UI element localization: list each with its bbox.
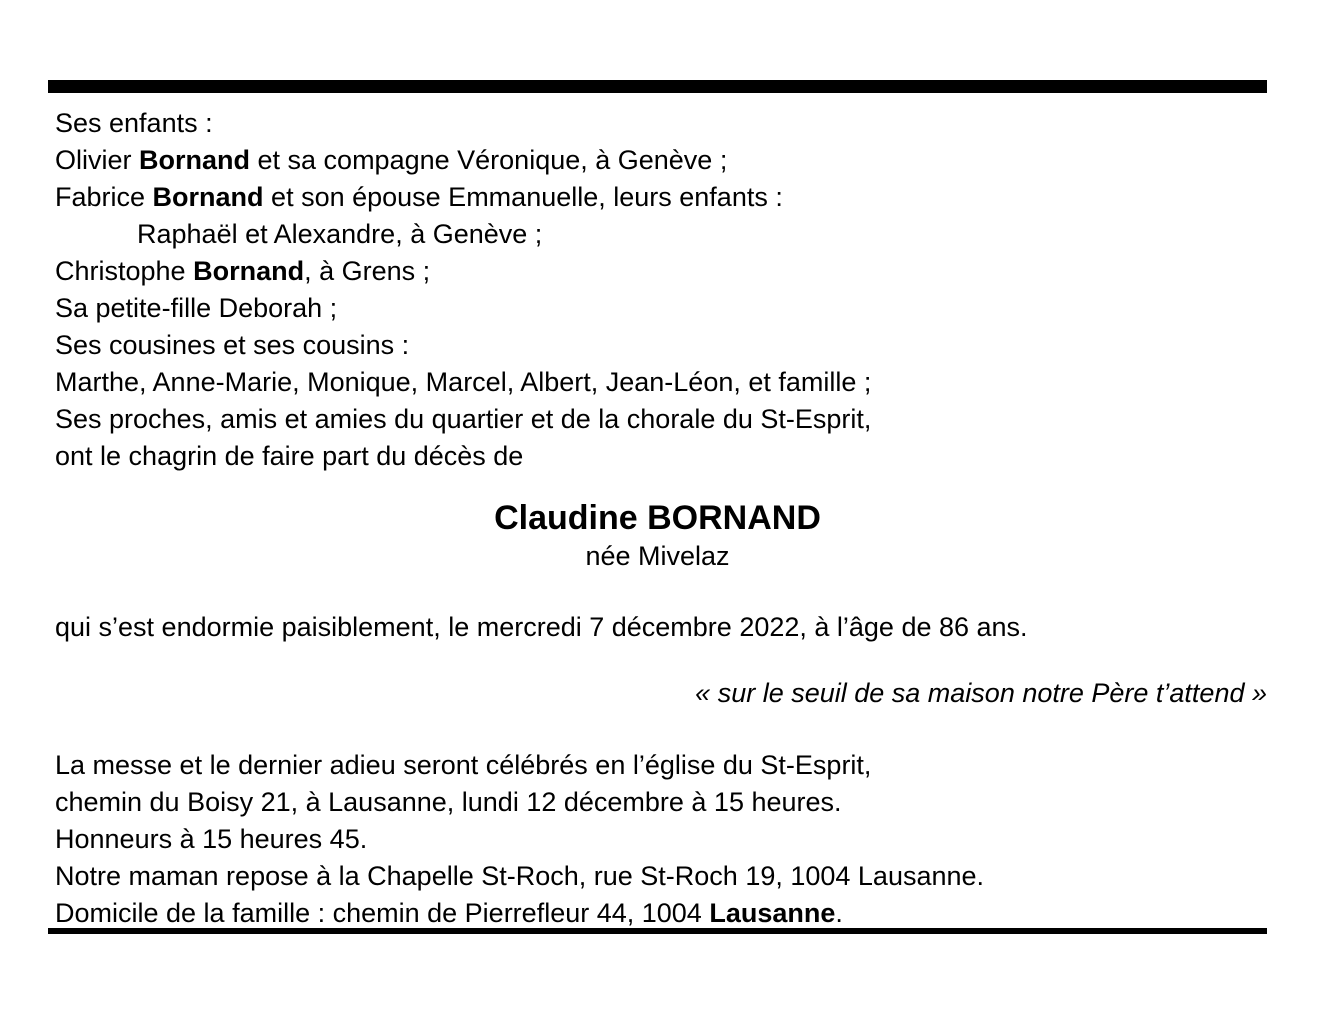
text-segment: ont le chagrin de faire part du décès de [55,441,524,471]
text-segment: Marthe, Anne-Marie, Monique, Marcel, Albert, Jean-Léon, et famille ; [55,367,872,397]
text-segment: . [835,898,843,928]
text-line [55,858,984,895]
emphasized-name: Lausanne [709,898,836,928]
family-announcement [55,105,871,475]
deceased-name-block [48,498,1267,575]
text-segment: Domicile de la famille : chemin de Pierrefleur 44, 1004 [55,898,710,928]
text-segment: Olivier [55,145,140,175]
text-line [55,179,871,216]
top-rule [48,80,1267,93]
emphasized-name: Bornand [139,145,251,175]
memorial-quote: « sur le seuil de sa maison notre Père t’attend » [695,678,1267,708]
funeral-details [55,747,984,932]
text-segment: Notre maman repose à la Chapelle St-Roch, rue St-Roch 19, 1004 Lausanne. [55,861,985,891]
text-segment: La messe et le dernier adieu seront célébrés en l’église du St-Esprit, [55,750,872,780]
text-segment: Christophe [55,256,194,286]
text-line [55,216,871,253]
text-line [55,327,871,364]
text-segment: Ses enfants : [55,108,213,138]
text-line [55,784,984,821]
text-segment: chemin du Boisy 21, à Lausanne, lundi 12 décembre à 15 heures. [55,787,842,817]
text-segment: Ses proches, amis et amies du quartier et de la chorale du St-Esprit, [55,404,872,434]
text-line [55,253,871,290]
emphasized-name: Bornand [193,256,305,286]
text-line [55,895,984,932]
text-line [55,821,984,858]
bottom-rule [48,928,1267,934]
text-segment: Ses cousines et ses cousins : [55,330,410,360]
maiden-name: née Mivelaz [585,541,730,571]
text-line [55,401,871,438]
text-line [55,747,984,784]
text-line [55,438,871,475]
text-line [55,142,871,179]
text-segment: et son épouse Emmanuelle, leurs enfants : [263,182,783,212]
text-segment: Honneurs à 15 heures 45. [55,824,368,854]
text-line [55,364,871,401]
text-segment: Sa petite-fille Deborah ; [55,293,338,323]
emphasized-name: Bornand [152,182,264,212]
deceased-name: Claudine BORNAND [494,499,821,537]
text-segment: Fabrice [55,182,153,212]
text-segment: , à Grens ; [304,256,431,286]
text-segment: Raphaël et Alexandre, à Genève ; [137,219,543,249]
death-notice-line: qui s’est endormie paisiblement, le mercredi 7 décembre 2022, à l’âge de 86 ans. [55,612,1028,642]
text-line [55,290,871,327]
text-segment: et sa compagne Véronique, à Genève ; [250,145,728,175]
text-line [55,105,871,142]
